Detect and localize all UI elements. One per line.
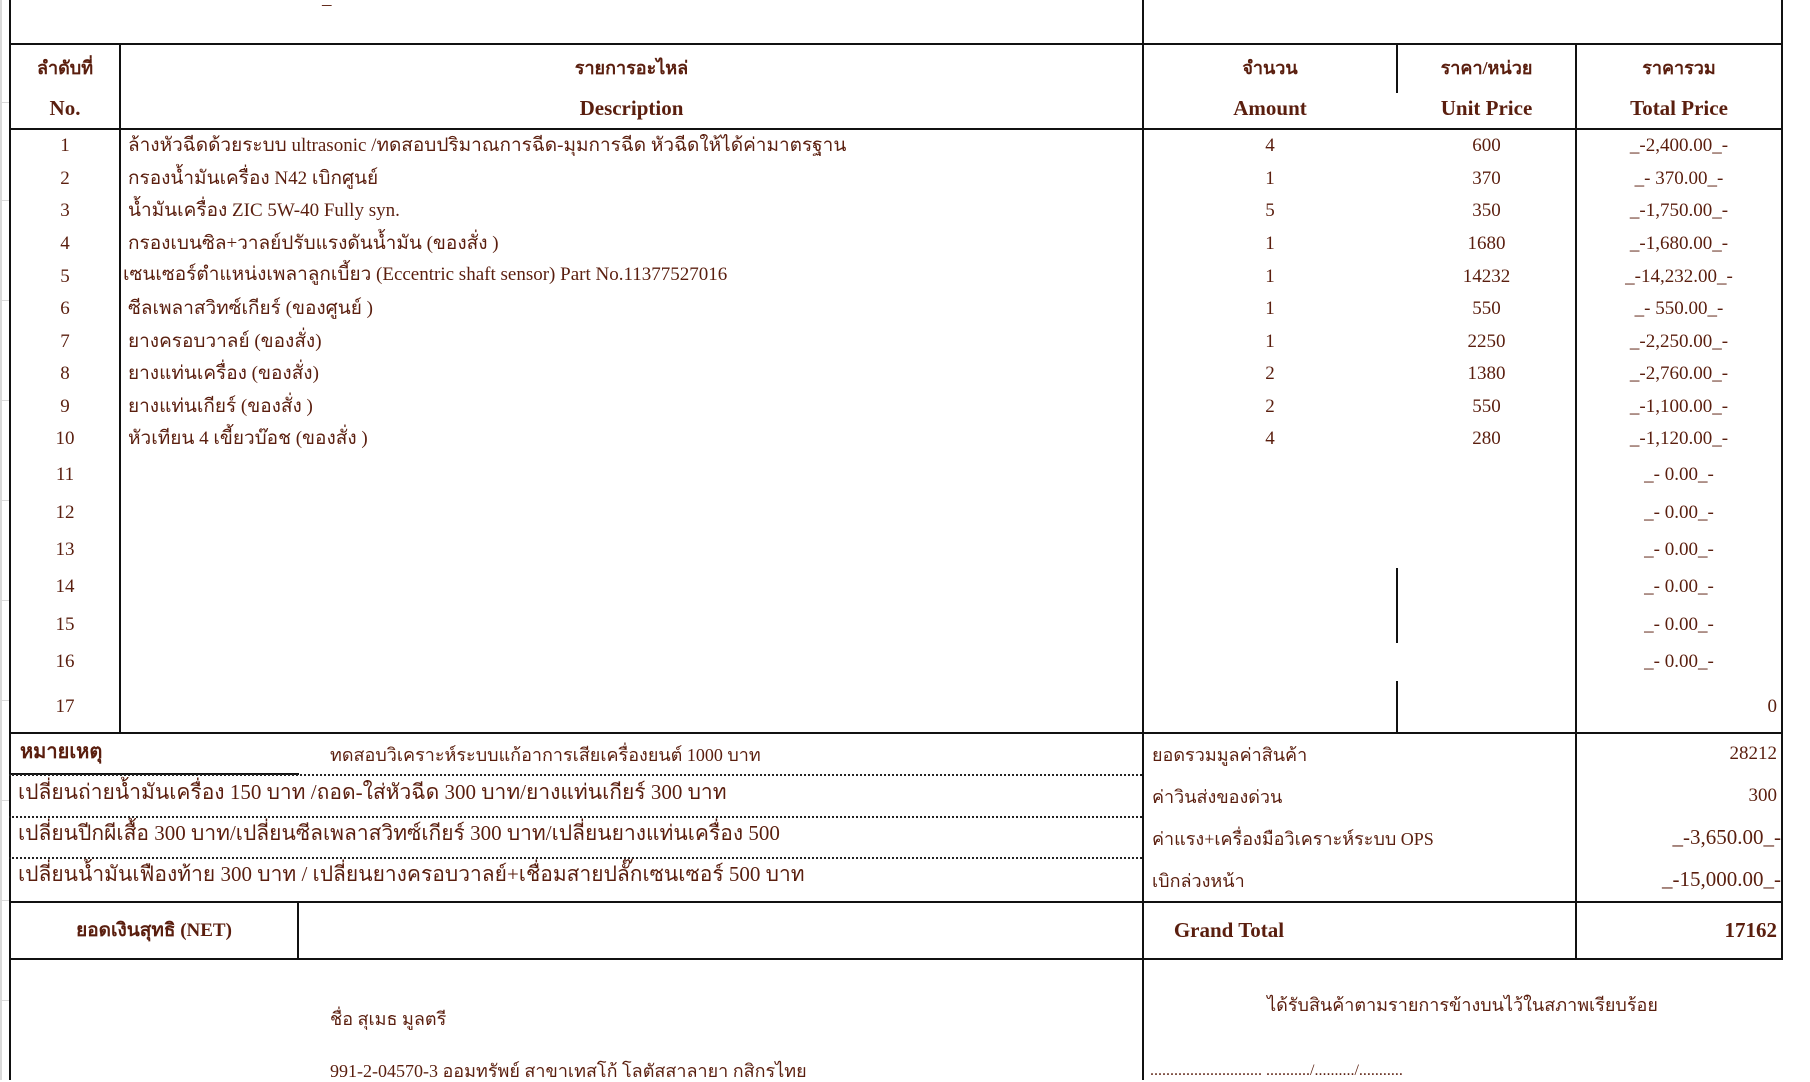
header-amount-th: จำนวน (1242, 58, 1298, 78)
summary-subtotal-value: 28212 (1729, 743, 1777, 764)
row-amount: 1 (1265, 233, 1275, 254)
remarks-line-1: ทดสอบวิเคราะห์ระบบแก้อาการเสียเครื่องยนต์ 1000 บาท (330, 745, 761, 765)
row-total: _-2,250.00_- (1629, 331, 1729, 352)
row-no: 4 (60, 233, 70, 254)
row-total: _- 0.00_- (1644, 502, 1714, 523)
row-unit-price: 600 (1472, 135, 1501, 156)
row-amount: 1 (1265, 266, 1275, 287)
row-unit-price: 550 (1472, 298, 1501, 319)
row-unit-price: 14232 (1462, 266, 1511, 287)
row-amount: 5 (1265, 200, 1275, 221)
row-desc: ซีลเพลาสวิทซ์เกียร์ (ของศูนย์ ) (128, 298, 373, 319)
row-no: 2 (60, 168, 70, 189)
row-amount: 1 (1265, 331, 1275, 352)
net-label: ยอดเงินสุทธิ (NET) (76, 920, 232, 941)
row-total: _- 550.00_- (1634, 298, 1724, 319)
row-no: 14 (55, 576, 75, 597)
row-total: _- 0.00_- (1644, 651, 1714, 672)
row-unit-price: 1680 (1467, 233, 1506, 254)
row-total: _-14,232.00_- (1625, 266, 1733, 287)
summary-subtotal-label: ยอดรวมมูลค่าสินค้า (1152, 745, 1308, 765)
signature-date-line: ............................ .........../........../........... (1150, 1062, 1403, 1079)
row-no: 17 (55, 696, 75, 717)
row-desc: กรองน้ำมันเครื่อง N42 เบิกศูนย์ (128, 168, 379, 189)
row-desc: น้ำมันเครื่อง ZIC 5W-40 Fully syn. (128, 200, 400, 221)
row-no: 1 (60, 135, 70, 156)
row-unit-price: 550 (1472, 396, 1501, 417)
row-desc: ยางครอบวาลย์ (ของสั่ง) (128, 331, 322, 352)
header-amount-en: Amount (1233, 96, 1307, 120)
row-amount: 4 (1265, 428, 1275, 449)
summary-advance-label: เบิกล่วงหน้า (1152, 871, 1245, 891)
row-no: 16 (55, 651, 75, 672)
row-no: 15 (55, 614, 75, 635)
remarks-line-4: เปลี่ยนน้ำมันเฟืองท้าย 300 บาท / เปลี่ยนยางครอบวาลย์+เชื่อมสายปลั๊กเซนเซอร์ 500 บาท (18, 862, 805, 886)
row-no: 13 (55, 539, 75, 560)
grand-total-label: Grand Total (1173, 918, 1285, 942)
row-no: 7 (60, 331, 70, 352)
row-no: 8 (60, 363, 70, 384)
header-total-th: ราคารวม (1642, 58, 1716, 78)
row-total: _-1,100.00_- (1629, 396, 1729, 417)
summary-delivery-value: 300 (1748, 785, 1777, 806)
header-no-en: No. (49, 96, 81, 120)
summary-labor-label: ค่าแรง+เครื่องมือวิเคราะห์ระบบ OPS (1152, 829, 1434, 849)
row-total: _-1,750.00_- (1629, 200, 1729, 221)
row-unit-price: 2250 (1467, 331, 1506, 352)
header-desc-th: รายการอะไหล่ (574, 58, 689, 78)
row-no: 3 (60, 200, 70, 221)
row-total: _-2,400.00_- (1629, 135, 1729, 156)
row-unit-price: 280 (1472, 428, 1501, 449)
header-no-th: ลำดับที่ (36, 58, 94, 78)
row-amount: 2 (1265, 363, 1275, 384)
row-total: _-1,680.00_- (1629, 233, 1729, 254)
summary-delivery-label: ค่าวินส่งของด่วน (1152, 787, 1283, 807)
top-mark: – (322, 0, 332, 15)
header-desc-en: Description (579, 96, 684, 120)
row-total: _-2,760.00_- (1629, 363, 1729, 384)
row-unit-price: 350 (1472, 200, 1501, 221)
row-amount: 1 (1265, 168, 1275, 189)
row-total: _- 0.00_- (1644, 539, 1714, 560)
row-no: 9 (60, 396, 70, 417)
row-unit-price: 1380 (1467, 363, 1506, 384)
remarks-label: หมายเหตุ (20, 741, 103, 763)
header-total-en: Total Price (1630, 96, 1728, 120)
bank-account: 991-2-04570-3 ออมทรัพย์ สาขาเทสโก้ โลตัสสาลายา กสิกรไทย (330, 1061, 807, 1081)
remarks-line-3: เปลี่ยนปีกผีเสื้อ 300 บาท/เปลี่ยนซีลเพลาสวิทซ์เกียร์ 300 บาท/เปลี่ยนยางแท่นเครื่อง 500 (18, 821, 780, 845)
row-desc: กรองเบนซิล+วาลย์ปรับแรงดันน้ำมัน (ของสั่ง ) (128, 233, 499, 254)
row-desc: เซนเซอร์ตำแหน่งเพลาลูกเบี้ยว (Eccentric shaft sensor) Part No.11377527016 (123, 264, 728, 285)
row-total: 0 (1767, 696, 1777, 717)
row-no: 11 (55, 464, 75, 485)
row-total: _- 370.00_- (1634, 168, 1724, 189)
row-desc: หัวเทียน 4 เขี้ยวบ๊อช (ของสั่ง ) (128, 428, 368, 449)
row-amount: 1 (1265, 298, 1275, 319)
row-total: _- 0.00_- (1644, 464, 1714, 485)
remarks-line-2: เปลี่ยนถ่ายน้ำมันเครื่อง 150 บาท /ถอด-ใส่หัวฉีด 300 บาท/ยางแท่นเกียร์ 300 บาท (18, 780, 727, 804)
row-desc: ยางแท่นเครื่อง (ของสั่ง) (128, 363, 319, 384)
row-desc: ล้างหัวฉีดด้วยระบบ ultrasonic /ทดสอบปริมาณการฉีด-มุมการฉีด หัวฉีดให้ได้ค่ามาตรฐาน (128, 135, 847, 156)
received-statement: ได้รับสินค้าตามรายการข้างบนไว้ในสภาพเรียบร้อย (1267, 995, 1658, 1015)
row-total: _-1,120.00_- (1629, 428, 1729, 449)
row-amount: 2 (1265, 396, 1275, 417)
summary-advance-value: _-15,000.00_- (1662, 867, 1781, 891)
summary-labor-value: _-3,650.00_- (1672, 825, 1781, 849)
row-total: _- 0.00_- (1644, 614, 1714, 635)
row-amount: 4 (1265, 135, 1275, 156)
payee-name: ชื่อ สุเมธ มูลตรี (330, 1009, 447, 1029)
row-desc: ยางแท่นเกียร์ (ของสั่ง ) (128, 396, 313, 417)
grand-total-value: 17162 (1724, 918, 1777, 942)
row-no: 6 (60, 298, 70, 319)
row-unit-price: 370 (1472, 168, 1501, 189)
row-total: _- 0.00_- (1644, 576, 1714, 597)
header-unit-th: ราคา/หน่วย (1440, 58, 1533, 78)
row-no: 12 (55, 502, 75, 523)
row-no: 10 (55, 428, 75, 449)
header-unit-en: Unit Price (1440, 96, 1533, 120)
row-no: 5 (60, 266, 70, 287)
